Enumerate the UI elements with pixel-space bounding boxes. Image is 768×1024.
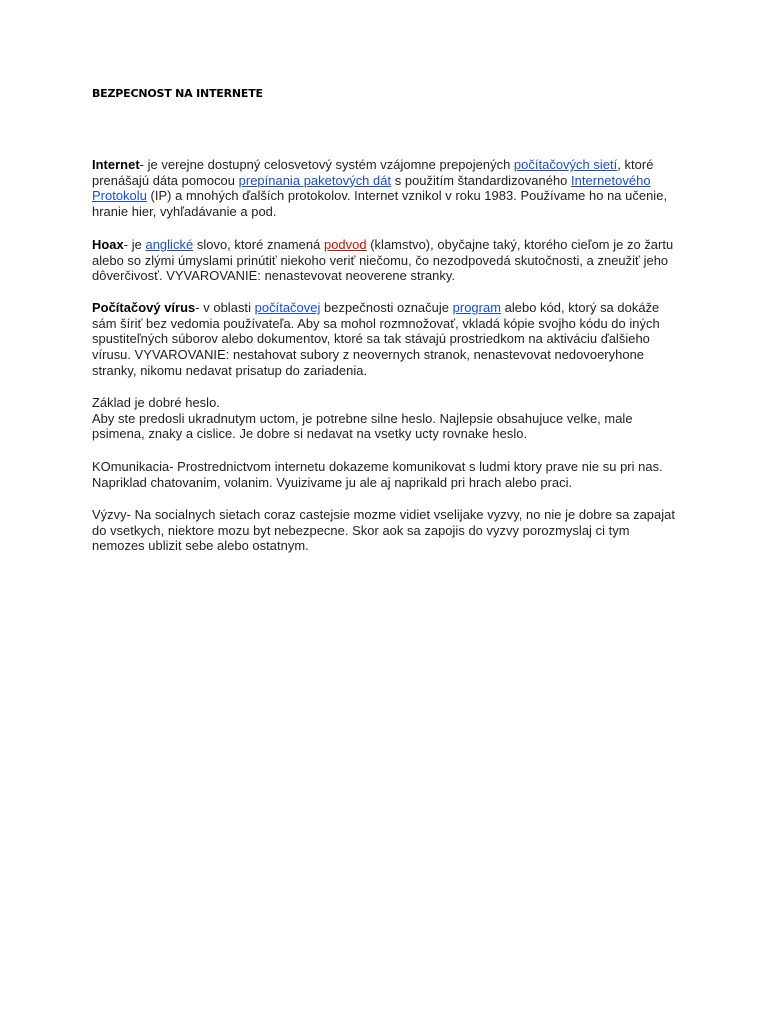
internet-text-1: - je verejne dostupný celosvetový systém vzájomne prepojených (139, 157, 514, 172)
internet-text-2: , ktoré prenášajú dáta pomocou (92, 157, 654, 188)
term-hoax: Hoax (92, 237, 124, 252)
hoax-text-1: - je (123, 237, 146, 252)
link-internetoveho-protokolu[interactable]: Internetového Protokolu (92, 172, 651, 204)
heslo-line-1: Základ je dobré heslo. (92, 395, 220, 410)
paragraph-heslo (92, 395, 684, 442)
link-podvod[interactable]: podvod (323, 237, 367, 252)
paragraph-hoax (92, 237, 684, 284)
internet-text-4: (IP) a mnohých ďalších protokolov. Internet vznikol v roku 1983. Používame ho na učenie, hranie hier, vyhľadávanie a pod. (92, 188, 668, 220)
virus-text-1: - v oblasti (195, 300, 255, 315)
link-pocitacovej[interactable]: počítačovej (254, 300, 321, 315)
virus-text-3: alebo kód, ktorý sa dokáže sám šíriť bez vedomia používateľa. Aby sa mohol rozmnožovať, vkladá kópie svojho kódu do iných spustiteľných súborov alebo dokumentov, ktoré sa tak stávajú prostriedkom na aktiváciu ďalšieho vírusu. VYVAROVANIE: nestahovat subory z neovernych stranok, nenastevovat nedovoeryhone stranky, nikomu nedavat prisatup do zariadenia. (92, 300, 660, 378)
paragraph-internet (92, 157, 684, 220)
paragraph-virus (92, 300, 684, 379)
document-title: BEZPECNOST NA INTERNETE (92, 87, 263, 100)
link-program[interactable]: program (452, 300, 501, 315)
hoax-text-2: slovo, ktoré znamená (193, 237, 324, 252)
term-internet: Internet (92, 157, 140, 172)
term-virus: Počítačový vírus (92, 300, 196, 315)
internet-text-3: s použitím štandardizovaného (391, 172, 572, 188)
link-anglicke[interactable]: anglické (145, 237, 194, 252)
virus-text-2: bezpečnosti označuje (320, 300, 453, 315)
paragraph-komunikacia: KOmunikacia- Prostrednictvom internetu dokazeme komunikovat s ludmi ktory prave nie su pri nas. Napriklad chatovanim, volanim. Vyuizivame ju ale aj naprikald pri hrach alebo praci. (92, 459, 663, 490)
hoax-text-3: (klamstvo), obyčajne taký, ktorého cieľom je zo žartu alebo so zlými úmyslami prinútiť niekoho veriť niečomu, čo nezodpovedá skutočnosti, a zneužiť jeho dôverčivosť. VYVAROVANIE: nenastevovat neoverene stranky. (92, 237, 674, 284)
heslo-line-2: Aby ste predosli ukradnutym uctom, je potrebne silne heslo. Najlepsie obsahujuce velke, male psimena, znaky a cislice. Je dobre si nedavat na vsetky ucty rovnake heslo. (92, 410, 633, 442)
link-pocitacovych-sieti[interactable]: počítačových sietí (513, 157, 618, 172)
link-prepinania-paketovych-dat[interactable]: prepínania paketových dát (238, 172, 392, 188)
paragraph-vyzvy: Výzvy- Na socialnych sietach coraz castejsie mozme vidiet vselijake vyzvy, no nie je dobre sa zapajat do vsetkych, niektore mozu byt nebezpecne. Skor aok sa zapojis do vyzvy porozmyslaj ci tym nemozes ublizit sebe alebo ostatnym. (92, 507, 675, 554)
